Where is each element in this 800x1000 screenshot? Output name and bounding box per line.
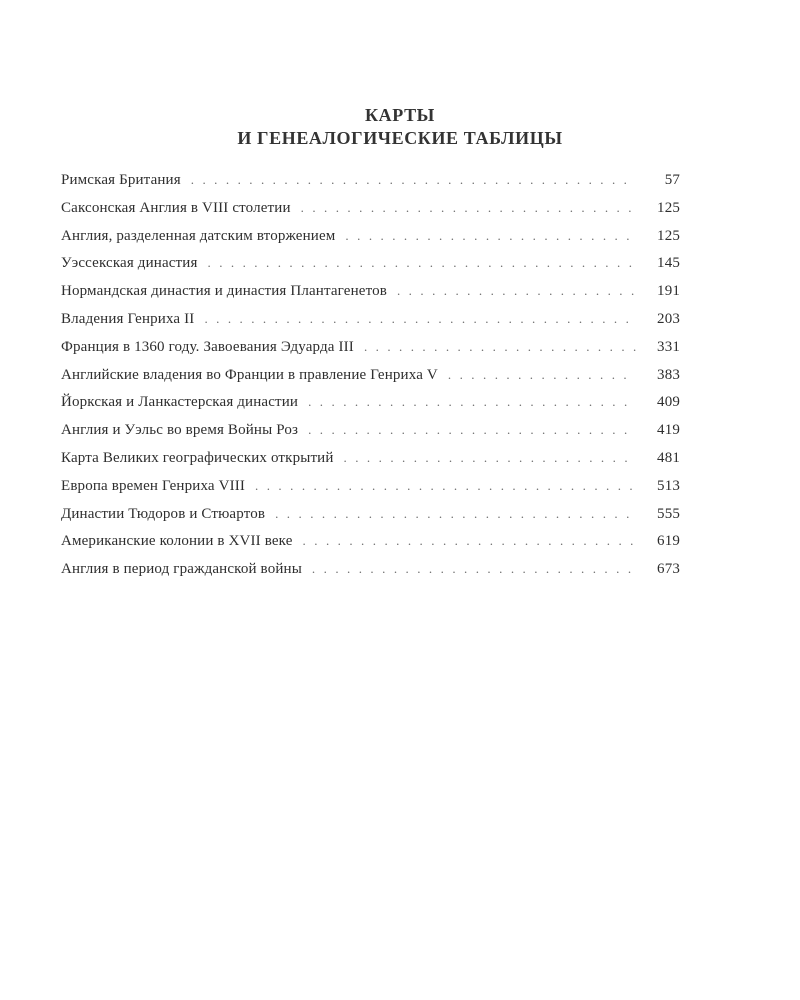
toc-entry: [61, 394, 680, 422]
toc-entry-title: Римская Британия: [61, 172, 181, 188]
toc-dot-leader: [255, 478, 636, 494]
toc-entry: [61, 228, 680, 256]
toc-entry-page: 673: [657, 561, 680, 578]
toc-entry-title: Владения Генриха II: [61, 310, 195, 327]
toc-entry: [61, 533, 680, 561]
toc-entry-title: Уэссекская династия: [61, 255, 198, 272]
toc-entry-page: 191: [657, 283, 680, 300]
toc-entry-title: Франция в 1360 году. Завоевания Эдуарда III: [61, 338, 354, 355]
toc-entry-page: 145: [657, 255, 680, 272]
toc-entry-title: Американские колонии в XVII веке: [61, 533, 293, 550]
toc-entry: [61, 172, 680, 200]
toc-entry-page: 409: [657, 394, 680, 411]
toc-entry-page: 619: [657, 533, 680, 550]
toc-dot-leader: [204, 311, 636, 327]
toc-list: [61, 172, 680, 589]
toc-entry-title: Карта Великих географических открытий: [61, 449, 334, 466]
toc-dot-leader: [312, 561, 636, 577]
toc-entry-title: Европа времен Генриха VIII: [61, 477, 246, 494]
toc-entry-page: 383: [657, 366, 680, 383]
toc-dot-leader: [448, 367, 636, 383]
toc-entry-title: Английские владения во Франции в правление Генриха V: [61, 366, 438, 383]
toc-dot-leader: [301, 200, 636, 216]
toc-dot-leader: [208, 255, 637, 271]
toc-entry-title: Англия, разделенная датским вторжением: [61, 227, 336, 244]
toc-entry-page: 331: [657, 338, 680, 355]
toc-entry: [61, 200, 680, 228]
toc-dot-leader: [345, 228, 636, 244]
toc-entry: [61, 450, 680, 478]
toc-entry-title: Йоркская и Ланкастерская династии: [61, 394, 299, 411]
toc-entry-title: Нормандская династия и династия Плантагенетов: [61, 283, 387, 300]
toc-entry: [61, 506, 680, 534]
toc-entry: [61, 255, 680, 283]
toc-entry-page: 481: [657, 449, 680, 466]
toc-dot-leader: [308, 422, 636, 438]
toc-entry: [61, 561, 680, 589]
toc-entry-title: Династии Тюдоров и Стюартов: [61, 505, 266, 522]
toc-entry-page: 57: [664, 172, 680, 188]
toc-entry-page: 203: [657, 310, 680, 327]
toc-dot-leader: [303, 533, 636, 549]
toc-entry-page: 513: [657, 477, 680, 494]
toc-dot-leader: [397, 283, 636, 299]
toc-dot-leader: [191, 172, 636, 188]
toc-entry: [61, 478, 680, 506]
toc-entry: [61, 422, 680, 450]
toc-entry-title: Саксонская Англия в VIII столетии: [61, 199, 291, 216]
toc-entry: [61, 367, 680, 395]
toc-entry-title: Англия в период гражданской войны: [61, 561, 302, 578]
page-heading: [0, 104, 800, 150]
heading-line-2: И ГЕНЕАЛОГИЧЕСКИЕ ТАБЛИЦЫ: [237, 128, 563, 148]
toc-entry: [61, 283, 680, 311]
toc-dot-leader: [344, 450, 636, 466]
toc-entry-page: 125: [657, 199, 680, 216]
toc-entry-page: 125: [657, 227, 680, 244]
toc-entry-title: Англия и Уэльс во время Войны Роз: [61, 422, 299, 439]
toc-entry: [61, 311, 680, 339]
toc-entry-page: 419: [657, 422, 680, 439]
toc-dot-leader: [364, 339, 636, 355]
toc-entry: [61, 339, 680, 367]
toc-dot-leader: [308, 394, 636, 410]
toc-dot-leader: [275, 506, 636, 522]
heading-line-1: КАРТЫ: [365, 105, 435, 125]
toc-entry-page: 555: [657, 505, 680, 522]
